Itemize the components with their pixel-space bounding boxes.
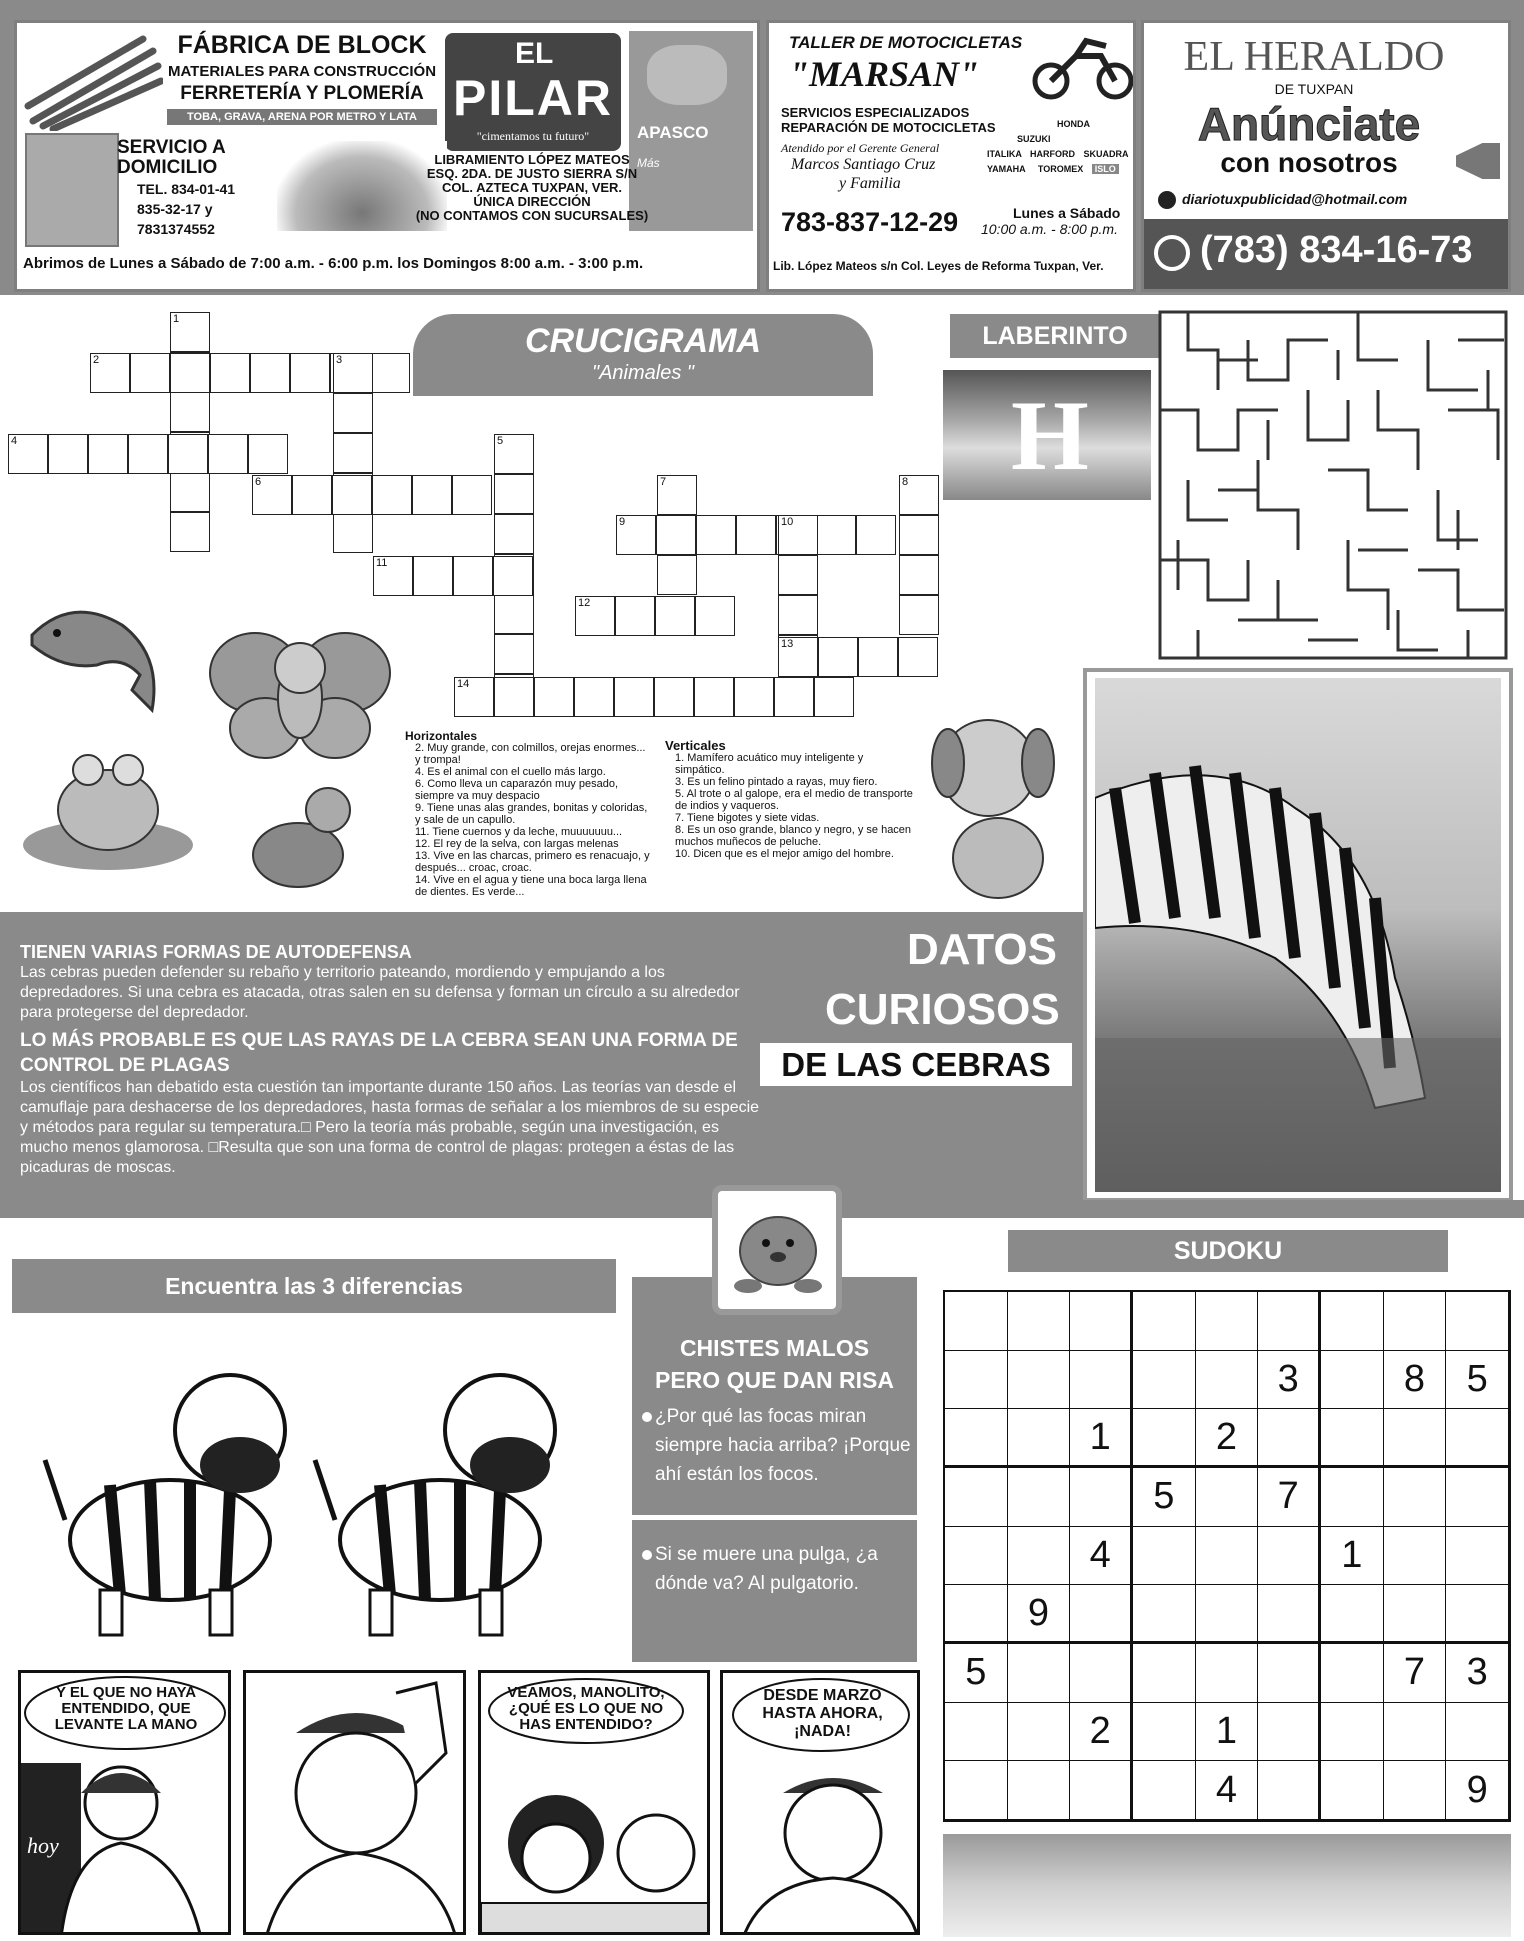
bag-dog-icon	[647, 45, 727, 105]
heraldo-subtitle: DE TUXPAN	[1274, 81, 1354, 97]
sudoku-cell[interactable]	[1008, 1351, 1071, 1410]
ad-pilar	[14, 20, 760, 292]
sudoku-cell[interactable]	[945, 1527, 1008, 1586]
sudoku-cell[interactable]	[1070, 1468, 1133, 1527]
crossword-cell[interactable]	[899, 555, 939, 595]
marsan-services2: REPARACIÓN DE MOTOCICLETAS	[781, 120, 996, 135]
pilar-logo	[445, 33, 621, 151]
crossword-cell[interactable]	[774, 677, 814, 717]
clue-item: 5. Al trote o al galope, era el medio de transporte de indios y vaqueros.	[675, 788, 913, 812]
sudoku-cell[interactable]	[1196, 1644, 1259, 1703]
clue-item: 14. Vive en el agua y tiene una boca larga llena de dientes. Es verde...	[415, 874, 647, 898]
sudoku-cell[interactable]	[1446, 1585, 1509, 1644]
crossword-cell[interactable]	[248, 434, 288, 474]
crossword-cell[interactable]	[814, 677, 854, 717]
sudoku-cell[interactable]	[1258, 1409, 1321, 1468]
clues-horizontal-title: Horizontales	[405, 729, 478, 743]
heraldo-cta1: Anúnciate	[1197, 98, 1421, 150]
marsan-services1: SERVICIOS ESPECIALIZADOS	[781, 105, 970, 120]
mafalda-figures	[481, 1763, 710, 1935]
clue-item: 11. Tiene cuernos y da leche, muuuuuuu...	[415, 826, 623, 838]
brand-skuadra: SKUADRA	[1083, 149, 1129, 159]
sudoku-cell[interactable]	[1196, 1292, 1259, 1351]
heraldo-title: EL HERALDO	[1183, 34, 1445, 80]
crossword-cell[interactable]	[494, 514, 534, 554]
pilar-address3: COL. AZTECA TUXPAN, VER.	[441, 180, 623, 195]
sudoku-cell[interactable]: 1	[1070, 1409, 1133, 1468]
sudoku-cell[interactable]: 1	[1321, 1527, 1384, 1586]
differences-title-bar	[12, 1259, 616, 1313]
crossword-cell[interactable]	[818, 637, 858, 677]
joke2: Si se muere una pulga, ¿a dónde va? Al pulgatorio.	[655, 1544, 878, 1594]
marsan-name: "MARSAN"	[789, 54, 980, 94]
maze-letter: H	[1011, 380, 1089, 491]
heraldo-phone: (783) 834-16-73	[1200, 229, 1473, 271]
marsan-days: Lunes a Sábado	[1013, 205, 1121, 221]
crossword-title: CRUCIGRAMA	[524, 322, 762, 360]
crossword-number: 8	[902, 476, 909, 488]
brand-honda: HONDA	[1057, 119, 1090, 129]
dolphin-icon	[22, 585, 167, 725]
jokes-title2: PERO QUE DAN RISA	[655, 1367, 894, 1393]
sudoku-cell[interactable]: 3	[1446, 1644, 1509, 1703]
block-image	[25, 133, 119, 247]
clue-item: 13. Vive en las charcas, primero es renacuajo, y después... croac, croac.	[415, 850, 650, 874]
phone-icon	[1154, 235, 1190, 271]
sudoku-cell[interactable]	[1384, 1409, 1447, 1468]
jokes-title1: CHISTES MALOS	[679, 1335, 870, 1361]
crossword-cell[interactable]	[170, 353, 210, 393]
ad-marsan	[766, 20, 1136, 292]
crossword-cell[interactable]	[534, 677, 574, 717]
brand-islo: ISLO	[1092, 164, 1119, 174]
maze	[1158, 310, 1508, 660]
maze-photo	[943, 370, 1151, 500]
clues-horizontal-list	[405, 742, 650, 898]
zebra-cartoon-right	[300, 1350, 590, 1640]
crossword-cell[interactable]	[210, 353, 250, 393]
pilar-sub2: FERRETERÍA Y PLOMERÍA	[180, 83, 424, 104]
maze-title: LABERINTO	[982, 322, 1128, 350]
sudoku-cell[interactable]	[1196, 1527, 1259, 1586]
clue-item: 12. El rey de la selva, con largas melenas	[415, 838, 619, 850]
bag-text: Más	[637, 156, 660, 170]
crossword-number: 11	[376, 557, 388, 569]
crossword-number: 13	[781, 638, 794, 650]
maze-title-bar	[950, 314, 1160, 358]
crossword-cell[interactable]	[170, 392, 210, 432]
sudoku-cell[interactable]	[945, 1585, 1008, 1644]
pilar-address5: (NO CONTAMOS CON SUCURSALES)	[415, 208, 649, 223]
sudoku-cell[interactable]	[1258, 1761, 1321, 1820]
pilar-address4: ÚNICA DIRECCIÓN	[473, 194, 591, 209]
crossword-cell[interactable]	[372, 475, 412, 515]
sudoku-cell[interactable]	[1321, 1409, 1384, 1468]
sudoku-cell[interactable]	[1196, 1468, 1259, 1527]
clue-item: 6. Como lleva un caparazón muy pesado, siempre va muy despacio	[415, 778, 619, 802]
crossword-cell[interactable]	[290, 353, 330, 393]
crossword-cell[interactable]	[657, 555, 697, 595]
crossword-cell[interactable]	[898, 637, 938, 677]
seal-icon-frame	[712, 1185, 842, 1315]
crossword-cell[interactable]	[615, 596, 655, 636]
clue-item: 1. Mamífero acuático muy inteligente y simpático.	[675, 752, 864, 776]
facts-section-right	[1083, 1200, 1524, 1218]
bag-brand: APASCO	[637, 123, 709, 142]
crossword-cell[interactable]	[453, 556, 493, 596]
sky-photo	[943, 1834, 1511, 1937]
sudoku-cell[interactable]	[1446, 1527, 1509, 1586]
sudoku-cell[interactable]	[1384, 1468, 1447, 1527]
sudoku-cell[interactable]	[1321, 1468, 1384, 1527]
crossword-cell[interactable]	[168, 434, 208, 474]
sudoku-cell[interactable]	[1008, 1292, 1071, 1351]
sudoku-cell[interactable]	[1321, 1585, 1384, 1644]
sudoku-cell[interactable]	[1008, 1703, 1071, 1762]
crossword-cell[interactable]	[816, 515, 856, 555]
clues-vertical-list	[665, 752, 915, 860]
comic-panel-2	[243, 1670, 466, 1935]
crossword-number: 3	[336, 354, 343, 366]
manolito-figure-2	[723, 1763, 920, 1935]
differences-title: Encuentra las 3 diferencias	[165, 1273, 463, 1299]
pilar-address1: LIBRAMIENTO LÓPEZ MATEOS	[434, 152, 630, 167]
facts-h2: LO MÁS PROBABLE ES QUE LAS RAYAS DE LA CEBRA SEAN UNA FORMA DE CONTROL DE PLAGAS	[20, 1030, 738, 1076]
pilar-title: FÁBRICA DE BLOCK	[177, 31, 427, 59]
crossword-cell[interactable]	[734, 677, 774, 717]
sudoku-cell[interactable]	[1133, 1409, 1196, 1468]
comic-panel-1	[18, 1670, 231, 1935]
pilar-service: SERVICIO A DOMICILIO	[117, 137, 226, 178]
crossword-cell[interactable]	[493, 556, 533, 596]
crossword-subtitle: "Animales "	[591, 362, 694, 384]
crossword-cell[interactable]	[858, 637, 898, 677]
sudoku-cell[interactable]: 7	[1384, 1644, 1447, 1703]
pilar-tel1: TEL. 834-01-41	[137, 181, 236, 197]
comic-panel-4	[720, 1670, 920, 1935]
crossword-cell[interactable]	[292, 475, 332, 515]
butterfly-icon	[205, 628, 395, 768]
clues-vertical-title: Verticales	[665, 738, 726, 753]
crossword-cell[interactable]	[88, 434, 128, 474]
crossword-cell[interactable]	[170, 512, 210, 552]
crossword-cell[interactable]	[654, 677, 694, 717]
crossword-number: 1	[173, 313, 180, 325]
clue-item: 3. Es un felino pintado a rayas, muy fiero.	[675, 776, 878, 788]
heraldo-cta2: con nosotros	[1220, 147, 1398, 178]
clue-item: 8. Es un oso grande, blanco y negro, y se hacen muchos muñecos de peluche.	[675, 824, 912, 848]
crossword-cell[interactable]	[694, 677, 734, 717]
sudoku-cell[interactable]	[1321, 1761, 1384, 1820]
sudoku-cell[interactable]	[1133, 1527, 1196, 1586]
marsan-address: Lib. López Mateos s/n Col. Leyes de Reforma Tuxpan, Ver.	[773, 259, 1104, 273]
sudoku-cell[interactable]	[1070, 1292, 1133, 1351]
comic-text-3: VEAMOS, MANOLITO, ¿QUÉ ES LO QUE NO HAS ENTENDIDO?	[507, 1684, 665, 1733]
crossword-number: 4	[11, 435, 18, 447]
sudoku-cell[interactable]	[1133, 1644, 1196, 1703]
sudoku-cell[interactable]	[1070, 1644, 1133, 1703]
sudoku-cell[interactable]	[1008, 1644, 1071, 1703]
crossword-cell[interactable]	[574, 677, 614, 717]
sudoku-cell[interactable]: 1	[1196, 1703, 1259, 1762]
crossword-cell[interactable]	[656, 515, 696, 555]
clues-horizontal	[405, 730, 650, 898]
crossword-number: 14	[457, 678, 470, 690]
crossword-cell[interactable]	[333, 393, 373, 433]
sudoku-cell[interactable]	[945, 1761, 1008, 1820]
sudoku-cell[interactable]: 5	[945, 1644, 1008, 1703]
marsan-family: y Familia	[839, 175, 901, 192]
sudoku-cell[interactable]	[1384, 1292, 1447, 1351]
heraldo-email: diariotuxpublicidad@hotmail.com	[1182, 191, 1408, 207]
pilar-sub3: TOBA, GRAVA, ARENA POR METRO Y LATA	[167, 109, 437, 125]
sudoku-cell[interactable]	[1446, 1409, 1509, 1468]
comic-text-1: Y EL QUE NO HAYA ENTENDIDO, QUE LEVANTE LA MANO	[54, 1684, 198, 1733]
crossword-title-bar	[413, 314, 873, 396]
crossword-number: 9	[619, 516, 626, 528]
facts-title1: DATOS	[907, 925, 1057, 974]
sudoku-cell[interactable]	[945, 1409, 1008, 1468]
puppy-icon	[928, 708, 1068, 903]
turtle-icon	[248, 785, 358, 895]
pilar-address2: ESQ. 2DA. DE JUSTO SIERRA S/N	[426, 166, 638, 181]
sudoku-cell[interactable]	[1258, 1527, 1321, 1586]
sudoku-cell[interactable]	[1258, 1644, 1321, 1703]
brand-yamaha: YAMAHA	[987, 164, 1026, 174]
brand-italika: ITALIKA	[987, 149, 1022, 159]
crossword-cell[interactable]	[696, 515, 736, 555]
sudoku-cell[interactable]	[1133, 1703, 1196, 1762]
sudoku-cell[interactable]	[1321, 1644, 1384, 1703]
crossword-cell[interactable]	[494, 634, 534, 674]
marsan-attended: Atendido por el Gerente General	[781, 141, 940, 155]
sudoku-cell[interactable]	[1008, 1409, 1071, 1468]
crossword-cell[interactable]	[856, 515, 896, 555]
sudoku-cell[interactable]: 2	[1070, 1703, 1133, 1762]
brand-harford: HARFORD	[1030, 149, 1076, 159]
sudoku-cell[interactable]	[1321, 1351, 1384, 1410]
pilar-logo-name: PILAR	[453, 70, 613, 126]
joke2-bullet	[642, 1550, 652, 1560]
clue-item: 10. Dicen que es el mejor amigo del hombre.	[675, 848, 894, 860]
comic-text-4: DESDE MARZO HASTA AHORA, ¡NADA!	[762, 1687, 883, 1740]
crossword-number: 7	[660, 476, 667, 488]
pilar-tel3: 7831374552	[137, 221, 215, 237]
crossword-number: 12	[578, 597, 591, 609]
sudoku-cell[interactable]	[945, 1468, 1008, 1527]
pilar-logo-el: EL	[515, 37, 554, 70]
rebar-icon	[23, 31, 163, 131]
sudoku-cell[interactable]	[1384, 1527, 1447, 1586]
seal-icon	[718, 1191, 836, 1309]
email-icon	[1158, 191, 1176, 209]
sudoku-grid	[943, 1290, 1511, 1822]
sudoku-cell[interactable]: 5	[1133, 1468, 1196, 1527]
crossword-cell[interactable]	[412, 475, 452, 515]
sudoku-cell[interactable]	[1384, 1761, 1447, 1820]
pilar-sub1: MATERIALES PARA CONSTRUCCIÓN	[167, 63, 437, 80]
sudoku-cell[interactable]	[1070, 1761, 1133, 1820]
clues-vertical	[665, 740, 915, 860]
crossword-cell[interactable]	[614, 677, 654, 717]
marsan-title: TALLER DE MOTOCICLETAS	[789, 33, 1023, 52]
clue-item: 4. Es el animal con el cuello más largo.	[415, 766, 606, 778]
crossword-cell[interactable]	[170, 472, 210, 512]
zebra-photo	[1095, 678, 1501, 1192]
sudoku-cell[interactable]: 8	[1384, 1351, 1447, 1410]
sudoku-cell[interactable]	[1008, 1468, 1071, 1527]
sudoku-cell[interactable]	[945, 1351, 1008, 1410]
pilar-tel2: 835-32-17 y	[137, 201, 213, 217]
marsan-brands	[987, 117, 1136, 177]
crossword-cell[interactable]	[655, 596, 695, 636]
sudoku-cell[interactable]	[1196, 1585, 1259, 1644]
sudoku-title-bar	[1008, 1230, 1448, 1272]
sudoku-cell[interactable]: 5	[1446, 1351, 1509, 1410]
crossword-cell[interactable]	[332, 475, 372, 515]
sudoku-cell[interactable]: 9	[1446, 1761, 1509, 1820]
facts-body	[20, 942, 760, 1178]
comic-panel-3	[478, 1670, 710, 1935]
sudoku-title: SUDOKU	[1173, 1237, 1283, 1265]
crossword-cell[interactable]	[494, 677, 534, 717]
board-text: hoy	[27, 1833, 59, 1858]
brand-toromex: TOROMEX	[1037, 164, 1084, 174]
sudoku-cell[interactable]: 3	[1258, 1351, 1321, 1410]
crossword-cell[interactable]	[333, 433, 373, 473]
crossword-number: 6	[255, 476, 262, 488]
clue-item: 9. Tiene unas alas grandes, bonitas y coloridas, y sale de un capullo.	[415, 802, 648, 826]
crossword-cell[interactable]	[778, 595, 818, 635]
zebra-cartoon-left	[40, 1350, 310, 1640]
pilar-logo-slogan: "cimentamos tu futuro"	[476, 129, 590, 143]
sudoku-cell[interactable]	[1321, 1703, 1384, 1762]
facts-title3: DE LAS CEBRAS	[760, 1043, 1072, 1086]
crossword-cell[interactable]	[452, 475, 492, 515]
marsan-phone: 783-837-12-29	[781, 207, 959, 237]
sudoku-cell[interactable]: 2	[1196, 1409, 1259, 1468]
crossword-cell[interactable]	[333, 513, 373, 553]
sudoku-cell[interactable]	[945, 1703, 1008, 1762]
sudoku-cell[interactable]	[1133, 1761, 1196, 1820]
frog-icon	[18, 735, 198, 875]
crossword-cell[interactable]	[494, 594, 534, 634]
marsan-manager: Marcos Santiago Cruz	[791, 156, 936, 173]
marsan-time: 10:00 a.m. - 8:00 p.m.	[981, 221, 1118, 237]
sudoku-cell[interactable]	[1258, 1292, 1321, 1351]
motorcycle-icon	[1031, 31, 1135, 101]
manolito-figure	[246, 1673, 466, 1935]
crossword-cell[interactable]	[130, 353, 170, 393]
crossword-cell[interactable]	[250, 353, 290, 393]
crossword-cell[interactable]	[899, 595, 939, 635]
sudoku-cell[interactable]	[1070, 1351, 1133, 1410]
sudoku-cell[interactable]: 7	[1258, 1468, 1321, 1527]
sudoku-cell[interactable]: 4	[1196, 1761, 1259, 1820]
zebra-photo-frame	[1083, 668, 1513, 1202]
pilar-hours: Abrimos de Lunes a Sábado de 7:00 a.m. - 6:00 p.m. los Domingos 8:00 a.m. - 3:00 p.m.	[23, 255, 644, 272]
teacher-figure	[51, 1753, 231, 1935]
sudoku-cell[interactable]	[1196, 1351, 1259, 1410]
facts-p1: Las cebras pueden defender su rebaño y territorio pateando, mordiendo y empujando a los depredadores. Si una cebra es atacada, otras salen en su defensa y forman un círculo a su alrededor para protegerse del depredador.	[20, 964, 740, 1021]
sudoku-cell[interactable]	[1384, 1585, 1447, 1644]
sudoku-cell[interactable]: 4	[1070, 1527, 1133, 1586]
crossword-cell[interactable]	[695, 596, 735, 636]
sudoku-cell[interactable]	[1008, 1761, 1071, 1820]
crossword-number: 10	[781, 516, 794, 528]
facts-title2: CURIOSOS	[825, 985, 1060, 1034]
sudoku-cell[interactable]: 9	[1008, 1585, 1071, 1644]
crossword-cell[interactable]	[208, 434, 248, 474]
zebra-image	[1095, 678, 1501, 1192]
crossword-cell[interactable]	[494, 474, 534, 514]
crossword-number: 2	[93, 354, 100, 366]
sudoku-cell[interactable]	[1070, 1585, 1133, 1644]
crossword-cell[interactable]	[370, 353, 410, 393]
ad-heraldo	[1141, 20, 1511, 292]
sudoku-cell[interactable]	[1133, 1585, 1196, 1644]
crossword-cell[interactable]	[736, 515, 776, 555]
sudoku-cell[interactable]	[1258, 1585, 1321, 1644]
brand-suzuki: SUZUKI	[1017, 134, 1051, 144]
sudoku-cell[interactable]	[945, 1292, 1008, 1351]
sudoku-cell[interactable]	[1446, 1703, 1509, 1762]
facts-p2: Los científicos han debatido esta cuestión tan importante durante 150 años. Las teorías van desde el camuflaje para deshacerse de los depredadores, hasta formas de señalar a los miembros de su especie y métodos para regular su temperatura.□ Pero la teoría más probable, según una investigación, es mucho menos glamorosa. □Resulta que son una forma de control de plagas: protegen a éstas de las picaduras de moscas.	[20, 1079, 760, 1176]
crossword-cell[interactable]	[778, 555, 818, 595]
crossword-cell[interactable]	[899, 515, 939, 555]
joke1: ¿Por qué las focas miran siempre hacia arriba? ¡Porque ahí están los focos.	[655, 1406, 911, 1485]
sudoku-cell[interactable]	[1133, 1351, 1196, 1410]
joke1-bullet	[642, 1412, 652, 1422]
sudoku-cell[interactable]	[1008, 1527, 1071, 1586]
sudoku-cell[interactable]	[1133, 1292, 1196, 1351]
sudoku-cell[interactable]	[1384, 1703, 1447, 1762]
crossword-number: 5	[497, 435, 504, 447]
crossword-cell[interactable]	[413, 556, 453, 596]
sudoku-cell[interactable]	[1446, 1292, 1509, 1351]
crossword-cell[interactable]	[128, 434, 168, 474]
crossword-cell[interactable]	[48, 434, 88, 474]
sudoku-cell[interactable]	[1321, 1292, 1384, 1351]
sudoku-cell[interactable]	[1258, 1703, 1321, 1762]
facts-h1: TIENEN VARIAS FORMAS DE AUTODEFENSA	[20, 942, 412, 962]
sudoku-cell[interactable]	[1446, 1468, 1509, 1527]
pilar-address	[412, 153, 652, 223]
clue-item: 7. Tiene bigotes y siete vidas.	[675, 812, 820, 824]
clue-item: 2. Muy grande, con colmillos, orejas enormes... y trompa!	[415, 742, 646, 766]
